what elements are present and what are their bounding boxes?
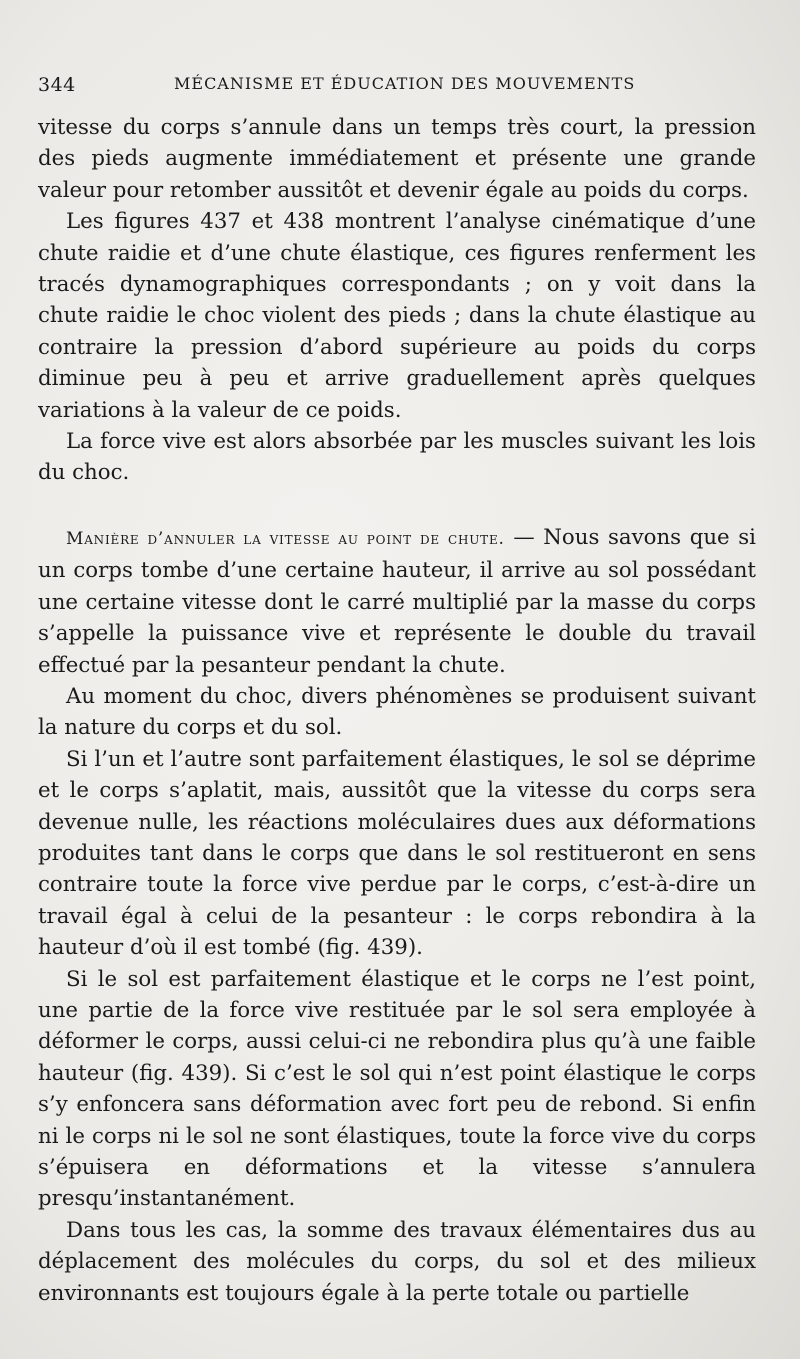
- page-header: [38, 70, 758, 100]
- section-first-text: Nous savons que si un corps tombe d’une certaine hauteur, il arrive au sol possédant une certaine vitesse dont le carré multiplié par la masse du corps s’appelle la puissance vive et représente le double du travail effectué par la pesanteur pendant la chute.: [38, 524, 756, 678]
- section-opening-paragraph: [38, 522, 756, 681]
- section-dash: —: [504, 524, 544, 550]
- paragraph: Dans tous les cas, la somme des travaux élémentaires dus au déplacement des molécules du corps, du sol et des milieux environnants est toujours égale à la perte totale ou partielle: [38, 1217, 756, 1306]
- paragraph: La force vive est alors absorbée par les muscles suivant les lois du choc.: [38, 429, 756, 486]
- running-title: MÉCANISME ET ÉDUCATION DES MOUVEMENTS: [174, 74, 636, 93]
- paragraph: Les figures 437 et 438 montrent l’analyse cinématique d’une chute raidie et d’une chute élastique, ces figures renferment les tracés dynamographiques correspondants ; on y voit dans la chute raidie le choc violent des pieds ; dans la chute élastique au contraire la pression d’abord supérieure au poids du corps diminue peu à peu et arrive graduellement après quelques variations à la valeur de ce poids.: [38, 209, 756, 423]
- page-number: 344: [38, 74, 76, 96]
- paragraph: Si l’un et l’autre sont parfaitement élastiques, le sol se déprime et le corps s’aplatit, mais, aussitôt que la vitesse du corps sera devenue nulle, les réactions moléculaires dues aux déformations produites tant dans le corps que dans le sol restitueront en sens contraire toute la force vive perdue par le corps, c’est-à-dire un travail égal à celui de la pesanteur : le corps rebondira à la hauteur d’où il est tombé (fig. 439).: [38, 746, 756, 961]
- section-title: Manière d’annuler la vitesse au point de chute.: [66, 528, 505, 549]
- paragraph: Au moment du choc, divers phénomènes se produisent suivant la nature du corps et du sol.: [38, 683, 756, 741]
- paragraph: vitesse du corps s’annule dans un temps très court, la pression des pieds augmente immédiatement et présente une grande valeur pour retomber aussitôt et devenir égale au poids du corps.: [38, 115, 756, 203]
- body-text: [38, 112, 756, 1309]
- paragraph: Si le sol est parfaitement élastique et le corps ne l’est point, une partie de la force vive restituée par le sol sera employée à déformer le corps, aussi celui-ci ne rebondira plus qu’à une faible hauteur (fig. 439). Si c’est le sol qui n’est point élastique le corps s’y enfoncera sans déformation avec fort peu de rebond. Si enfin ni le corps ni le sol ne sont élastiques, toute la force vive du corps s’épuisera en déformations et la vitesse s’annulera presqu’instantanément.: [38, 966, 756, 1212]
